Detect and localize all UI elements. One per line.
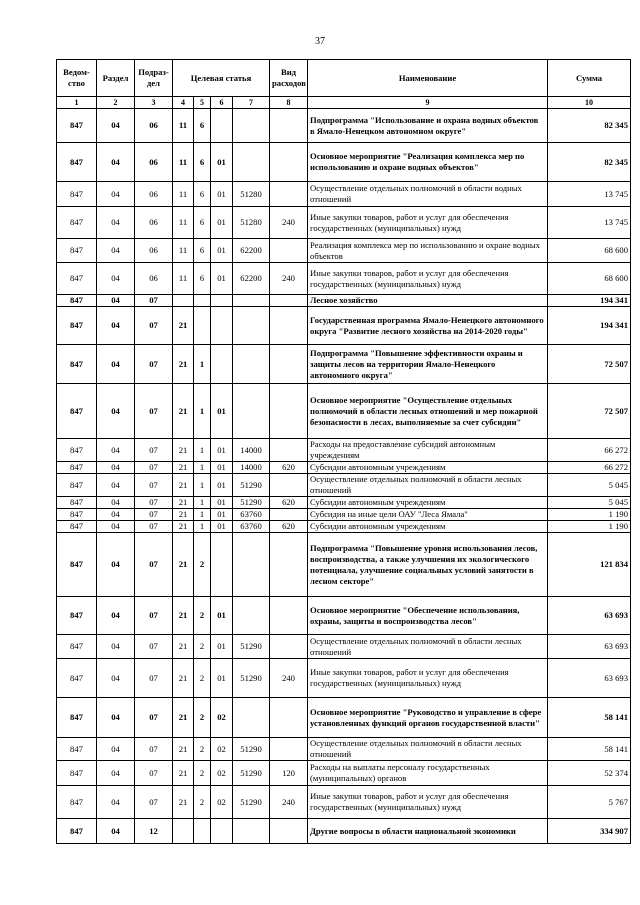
name-cell: Основное мероприятие "Руководство и управление в сфере установленных функций органов государственной власти" <box>308 698 548 738</box>
table-row <box>57 761 631 786</box>
target-code-program-cell: 21 <box>173 533 194 597</box>
razdel-cell: 04 <box>97 497 135 509</box>
table-row <box>57 497 631 509</box>
table-row <box>57 109 631 143</box>
sum-cell: 334 907 <box>548 819 631 844</box>
target-code-subprogram-cell: 2 <box>194 698 211 738</box>
podrazdel-cell: 06 <box>135 109 173 143</box>
razdel-cell: 04 <box>97 761 135 786</box>
target-code-subprogram-cell: 2 <box>194 597 211 635</box>
name-cell: Осуществление отдельных полномочий в области лесных отношений <box>308 635 548 659</box>
sum-cell: 194 341 <box>548 307 631 345</box>
table-row <box>57 474 631 497</box>
target-code-activity-cell: 01 <box>211 521 233 533</box>
podrazdel-cell: 06 <box>135 263 173 295</box>
column-number: 10 <box>548 97 631 109</box>
name-cell: Субсидии автономным учреждениям <box>308 462 548 474</box>
column-number: 6 <box>211 97 233 109</box>
razdel-cell: 04 <box>97 698 135 738</box>
table-row <box>57 263 631 295</box>
name-cell: Расходы на предоставление субсидий автономным учреждениям <box>308 439 548 462</box>
podrazdel-cell: 07 <box>135 659 173 698</box>
target-code-direction-cell <box>233 384 270 439</box>
target-code-program-cell: 21 <box>173 462 194 474</box>
expense-type-cell <box>270 345 308 384</box>
column-number: 1 <box>57 97 97 109</box>
target-code-subprogram-cell: 2 <box>194 635 211 659</box>
sum-cell: 63 693 <box>548 597 631 635</box>
target-code-direction-cell: 51280 <box>233 182 270 207</box>
target-code-activity-cell: 02 <box>211 738 233 761</box>
target-code-subprogram-cell: 2 <box>194 738 211 761</box>
expense-type-cell: 240 <box>270 659 308 698</box>
expense-type-cell <box>270 239 308 263</box>
target-code-program-cell: 21 <box>173 439 194 462</box>
target-code-program-cell: 21 <box>173 659 194 698</box>
target-code-direction-cell: 63760 <box>233 521 270 533</box>
target-code-subprogram-cell <box>194 307 211 345</box>
target-code-direction-cell: 51290 <box>233 474 270 497</box>
expense-type-cell <box>270 635 308 659</box>
podrazdel-cell: 07 <box>135 439 173 462</box>
target-code-subprogram-cell: 6 <box>194 263 211 295</box>
name-cell: Другие вопросы в области национальной экономики <box>308 819 548 844</box>
target-code-program-cell: 21 <box>173 698 194 738</box>
vedomstvo-cell: 847 <box>57 786 97 819</box>
target-code-direction-cell: 51280 <box>233 207 270 239</box>
razdel-cell: 04 <box>97 474 135 497</box>
table-row <box>57 819 631 844</box>
expense-type-cell <box>270 143 308 182</box>
header-podrazdel: Подраз-дел <box>135 60 173 97</box>
razdel-cell: 04 <box>97 533 135 597</box>
sum-cell: 5 767 <box>548 786 631 819</box>
expense-type-cell: 620 <box>270 497 308 509</box>
target-code-subprogram-cell: 6 <box>194 239 211 263</box>
podrazdel-cell: 07 <box>135 786 173 819</box>
target-code-activity-cell <box>211 819 233 844</box>
column-number: 9 <box>308 97 548 109</box>
name-cell: Осуществление отдельных полномочий в области лесных отношений <box>308 738 548 761</box>
podrazdel-cell: 06 <box>135 182 173 207</box>
target-code-program-cell: 21 <box>173 384 194 439</box>
target-code-direction-cell: 51290 <box>233 786 270 819</box>
sum-cell: 68 600 <box>548 263 631 295</box>
podrazdel-cell: 06 <box>135 143 173 182</box>
header-razdel: Раздел <box>97 60 135 97</box>
target-code-subprogram-cell <box>194 295 211 307</box>
target-code-direction-cell: 51290 <box>233 659 270 698</box>
podrazdel-cell: 06 <box>135 239 173 263</box>
column-number: 7 <box>233 97 270 109</box>
vedomstvo-cell: 847 <box>57 659 97 698</box>
sum-cell: 52 374 <box>548 761 631 786</box>
name-cell: Расходы на выплаты персоналу государственных (муниципальных) органов <box>308 761 548 786</box>
table-row <box>57 439 631 462</box>
target-code-program-cell: 11 <box>173 263 194 295</box>
razdel-cell: 04 <box>97 738 135 761</box>
table-row <box>57 345 631 384</box>
name-cell: Субсидия на иные цели ОАУ "Леса Ямала" <box>308 509 548 521</box>
target-code-direction-cell: 62200 <box>233 239 270 263</box>
header-vedomstvo: Ведом-ство <box>57 60 97 97</box>
name-cell: Основное мероприятие "Реализация комплекса мер по использованию и охране водных объектов" <box>308 143 548 182</box>
sum-cell: 13 745 <box>548 207 631 239</box>
podrazdel-cell: 07 <box>135 533 173 597</box>
razdel-cell: 04 <box>97 819 135 844</box>
name-cell: Основное мероприятие "Осуществление отдельных полномочий в области лесных отношений и мер пожарной безопасности в лесах, выполняемые за счет субсидии" <box>308 384 548 439</box>
target-code-subprogram-cell: 6 <box>194 109 211 143</box>
vedomstvo-cell: 847 <box>57 295 97 307</box>
target-code-program-cell: 11 <box>173 109 194 143</box>
target-code-program-cell: 11 <box>173 239 194 263</box>
expense-type-cell <box>270 474 308 497</box>
vedomstvo-cell: 847 <box>57 143 97 182</box>
target-code-program-cell: 21 <box>173 635 194 659</box>
vedomstvo-cell: 847 <box>57 738 97 761</box>
target-code-activity-cell: 01 <box>211 474 233 497</box>
podrazdel-cell: 07 <box>135 462 173 474</box>
target-code-activity-cell: 01 <box>211 439 233 462</box>
razdel-cell: 04 <box>97 521 135 533</box>
sum-cell: 58 141 <box>548 738 631 761</box>
target-code-activity-cell: 01 <box>211 462 233 474</box>
razdel-cell: 04 <box>97 786 135 819</box>
table-row <box>57 295 631 307</box>
table-row <box>57 239 631 263</box>
expense-type-cell: 240 <box>270 263 308 295</box>
target-code-direction-cell <box>233 698 270 738</box>
expense-type-cell <box>270 182 308 207</box>
razdel-cell: 04 <box>97 239 135 263</box>
vedomstvo-cell: 847 <box>57 474 97 497</box>
expense-type-cell <box>270 307 308 345</box>
target-code-activity-cell: 01 <box>211 497 233 509</box>
sum-cell: 58 141 <box>548 698 631 738</box>
expense-type-cell <box>270 439 308 462</box>
target-code-activity-cell: 01 <box>211 509 233 521</box>
expense-type-cell <box>270 819 308 844</box>
target-code-subprogram-cell: 6 <box>194 182 211 207</box>
target-code-program-cell: 11 <box>173 143 194 182</box>
target-code-activity-cell <box>211 295 233 307</box>
target-code-direction-cell: 63760 <box>233 509 270 521</box>
target-code-subprogram-cell: 2 <box>194 761 211 786</box>
header-tselevaya-statya: Целевая статья <box>173 60 270 97</box>
expense-type-cell <box>270 533 308 597</box>
target-code-activity-cell: 02 <box>211 698 233 738</box>
razdel-cell: 04 <box>97 462 135 474</box>
podrazdel-cell: 07 <box>135 509 173 521</box>
vedomstvo-cell: 847 <box>57 345 97 384</box>
column-number: 3 <box>135 97 173 109</box>
table-row <box>57 509 631 521</box>
sum-cell: 1 190 <box>548 521 631 533</box>
target-code-subprogram-cell: 1 <box>194 345 211 384</box>
podrazdel-cell: 07 <box>135 345 173 384</box>
expense-type-cell <box>270 597 308 635</box>
name-cell: Реализация комплекса мер по использованию и охране водных объектов <box>308 239 548 263</box>
sum-cell: 82 345 <box>548 109 631 143</box>
podrazdel-cell: 07 <box>135 698 173 738</box>
target-code-subprogram-cell: 6 <box>194 143 211 182</box>
target-code-program-cell: 21 <box>173 521 194 533</box>
target-code-direction-cell <box>233 819 270 844</box>
name-cell: Основное мероприятие "Обеспечение использования, охраны, защиты и воспроизводства лесов" <box>308 597 548 635</box>
target-code-direction-cell: 62200 <box>233 263 270 295</box>
table-row <box>57 635 631 659</box>
table-row <box>57 384 631 439</box>
target-code-direction-cell <box>233 345 270 384</box>
vedomstvo-cell: 847 <box>57 635 97 659</box>
expense-type-cell: 620 <box>270 521 308 533</box>
target-code-direction-cell: 14000 <box>233 462 270 474</box>
vedomstvo-cell: 847 <box>57 521 97 533</box>
podrazdel-cell: 07 <box>135 761 173 786</box>
expense-type-cell: 620 <box>270 462 308 474</box>
target-code-direction-cell <box>233 597 270 635</box>
vedomstvo-cell: 847 <box>57 307 97 345</box>
target-code-program-cell: 21 <box>173 509 194 521</box>
razdel-cell: 04 <box>97 207 135 239</box>
target-code-activity-cell: 01 <box>211 207 233 239</box>
name-cell: Иные закупки товаров, работ и услуг для обеспечения государственных (муниципальных) нужд <box>308 659 548 698</box>
table-row <box>57 307 631 345</box>
expense-type-cell: 240 <box>270 786 308 819</box>
vedomstvo-cell: 847 <box>57 597 97 635</box>
target-code-program-cell: 21 <box>173 345 194 384</box>
sum-cell: 1 190 <box>548 509 631 521</box>
name-cell: Иные закупки товаров, работ и услуг для обеспечения государственных (муниципальных) нужд <box>308 263 548 295</box>
name-cell: Подпрограмма "Повышение эффективности охраны и защиты лесов на территории Ямало-Ненецкого автономного округа" <box>308 345 548 384</box>
expense-type-cell <box>270 698 308 738</box>
header-vid-raskhodov: Вид расходов <box>270 60 308 97</box>
header-summa: Сумма <box>548 60 631 97</box>
razdel-cell: 04 <box>97 295 135 307</box>
table-row <box>57 533 631 597</box>
target-code-subprogram-cell: 6 <box>194 207 211 239</box>
razdel-cell: 04 <box>97 109 135 143</box>
table-row <box>57 659 631 698</box>
target-code-direction-cell: 51290 <box>233 635 270 659</box>
target-code-program-cell: 11 <box>173 207 194 239</box>
name-cell: Осуществление отдельных полномочий в области водных отношений <box>308 182 548 207</box>
vedomstvo-cell: 847 <box>57 384 97 439</box>
target-code-activity-cell: 01 <box>211 239 233 263</box>
sum-cell: 13 745 <box>548 182 631 207</box>
sum-cell: 194 341 <box>548 295 631 307</box>
column-number: 4 <box>173 97 194 109</box>
vedomstvo-cell: 847 <box>57 761 97 786</box>
expense-type-cell: 120 <box>270 761 308 786</box>
table-row <box>57 521 631 533</box>
expense-type-cell <box>270 384 308 439</box>
table-row <box>57 207 631 239</box>
table-row <box>57 698 631 738</box>
name-cell: Иные закупки товаров, работ и услуг для обеспечения государственных (муниципальных) нужд <box>308 786 548 819</box>
name-cell: Подпрограмма "Использование и охрана водных объектов в Ямало-Ненецком автономном округе" <box>308 109 548 143</box>
target-code-direction-cell: 51290 <box>233 497 270 509</box>
podrazdel-cell: 07 <box>135 307 173 345</box>
expense-type-cell <box>270 509 308 521</box>
razdel-cell: 04 <box>97 439 135 462</box>
razdel-cell: 04 <box>97 597 135 635</box>
vedomstvo-cell: 847 <box>57 109 97 143</box>
target-code-direction-cell <box>233 295 270 307</box>
target-code-program-cell <box>173 295 194 307</box>
target-code-activity-cell: 01 <box>211 597 233 635</box>
table-row <box>57 462 631 474</box>
name-cell: Субсидии автономным учреждениям <box>308 521 548 533</box>
target-code-direction-cell: 14000 <box>233 439 270 462</box>
target-code-activity-cell: 01 <box>211 384 233 439</box>
podrazdel-cell: 07 <box>135 597 173 635</box>
name-cell: Лесное хозяйство <box>308 295 548 307</box>
table-body <box>57 109 631 844</box>
target-code-direction-cell: 51290 <box>233 738 270 761</box>
target-code-program-cell: 21 <box>173 474 194 497</box>
sum-cell: 72 507 <box>548 345 631 384</box>
target-code-program-cell: 21 <box>173 738 194 761</box>
table-row <box>57 738 631 761</box>
podrazdel-cell: 07 <box>135 474 173 497</box>
vedomstvo-cell: 847 <box>57 533 97 597</box>
target-code-direction-cell <box>233 109 270 143</box>
sum-cell: 121 834 <box>548 533 631 597</box>
target-code-program-cell: 21 <box>173 786 194 819</box>
target-code-activity-cell <box>211 533 233 597</box>
sum-cell: 63 693 <box>548 659 631 698</box>
column-number: 8 <box>270 97 308 109</box>
razdel-cell: 04 <box>97 635 135 659</box>
header-naimenovanie: Наименование <box>308 60 548 97</box>
page-number: 37 <box>315 36 325 47</box>
target-code-direction-cell <box>233 307 270 345</box>
podrazdel-cell: 07 <box>135 384 173 439</box>
target-code-program-cell: 21 <box>173 307 194 345</box>
header-row <box>57 60 631 97</box>
vedomstvo-cell: 847 <box>57 819 97 844</box>
sum-cell: 5 045 <box>548 497 631 509</box>
name-cell: Подпрограмма "Повышение уровня использования лесов, воспроизводства, а также улучшения их экологического потенциала, улучшение социальных условий занятости в лесном секторе" <box>308 533 548 597</box>
name-cell: Иные закупки товаров, работ и услуг для обеспечения государственных (муниципальных) нужд <box>308 207 548 239</box>
target-code-activity-cell: 01 <box>211 263 233 295</box>
target-code-direction-cell <box>233 533 270 597</box>
target-code-subprogram-cell: 2 <box>194 533 211 597</box>
razdel-cell: 04 <box>97 659 135 698</box>
target-code-subprogram-cell: 1 <box>194 521 211 533</box>
razdel-cell: 04 <box>97 263 135 295</box>
vedomstvo-cell: 847 <box>57 239 97 263</box>
table-row <box>57 182 631 207</box>
name-cell: Субсидии автономным учреждениям <box>308 497 548 509</box>
table-row <box>57 786 631 819</box>
target-code-activity-cell: 01 <box>211 182 233 207</box>
vedomstvo-cell: 847 <box>57 462 97 474</box>
expense-type-cell: 240 <box>270 207 308 239</box>
sum-cell: 66 272 <box>548 462 631 474</box>
budget-table <box>56 59 631 844</box>
target-code-subprogram-cell: 1 <box>194 462 211 474</box>
razdel-cell: 04 <box>97 307 135 345</box>
table-row <box>57 143 631 182</box>
target-code-subprogram-cell: 2 <box>194 659 211 698</box>
column-number: 2 <box>97 97 135 109</box>
target-code-activity-cell: 01 <box>211 659 233 698</box>
target-code-subprogram-cell: 1 <box>194 439 211 462</box>
name-cell: Государственная программа Ямало-Ненецкого автономного округа "Развитие лесного хозяйства на 2014-2020 годы" <box>308 307 548 345</box>
target-code-activity-cell <box>211 307 233 345</box>
target-code-activity-cell <box>211 109 233 143</box>
target-code-direction-cell: 51290 <box>233 761 270 786</box>
target-code-activity-cell <box>211 345 233 384</box>
target-code-direction-cell <box>233 143 270 182</box>
podrazdel-cell: 07 <box>135 521 173 533</box>
podrazdel-cell: 07 <box>135 497 173 509</box>
vedomstvo-cell: 847 <box>57 497 97 509</box>
expense-type-cell <box>270 109 308 143</box>
target-code-activity-cell: 02 <box>211 761 233 786</box>
table-row <box>57 597 631 635</box>
expense-type-cell <box>270 295 308 307</box>
sum-cell: 82 345 <box>548 143 631 182</box>
vedomstvo-cell: 847 <box>57 182 97 207</box>
vedomstvo-cell: 847 <box>57 698 97 738</box>
target-code-subprogram-cell: 2 <box>194 786 211 819</box>
sum-cell: 5 045 <box>548 474 631 497</box>
target-code-program-cell: 21 <box>173 761 194 786</box>
vedomstvo-cell: 847 <box>57 439 97 462</box>
razdel-cell: 04 <box>97 143 135 182</box>
target-code-program-cell <box>173 819 194 844</box>
vedomstvo-cell: 847 <box>57 263 97 295</box>
target-code-activity-cell: 01 <box>211 143 233 182</box>
expense-type-cell <box>270 738 308 761</box>
podrazdel-cell: 07 <box>135 295 173 307</box>
podrazdel-cell: 06 <box>135 207 173 239</box>
column-number: 5 <box>194 97 211 109</box>
target-code-activity-cell: 02 <box>211 786 233 819</box>
column-number-row <box>57 97 631 109</box>
vedomstvo-cell: 847 <box>57 207 97 239</box>
target-code-program-cell: 11 <box>173 182 194 207</box>
razdel-cell: 04 <box>97 182 135 207</box>
sum-cell: 63 693 <box>548 635 631 659</box>
podrazdel-cell: 12 <box>135 819 173 844</box>
target-code-program-cell: 21 <box>173 597 194 635</box>
target-code-subprogram-cell: 1 <box>194 384 211 439</box>
target-code-subprogram-cell: 1 <box>194 497 211 509</box>
target-code-activity-cell: 01 <box>211 635 233 659</box>
target-code-subprogram-cell <box>194 819 211 844</box>
target-code-subprogram-cell: 1 <box>194 474 211 497</box>
target-code-program-cell: 21 <box>173 497 194 509</box>
razdel-cell: 04 <box>97 509 135 521</box>
podrazdel-cell: 07 <box>135 635 173 659</box>
name-cell: Осуществление отдельных полномочий в области лесных отношений <box>308 474 548 497</box>
podrazdel-cell: 07 <box>135 738 173 761</box>
target-code-subprogram-cell: 1 <box>194 509 211 521</box>
sum-cell: 68 600 <box>548 239 631 263</box>
vedomstvo-cell: 847 <box>57 509 97 521</box>
razdel-cell: 04 <box>97 345 135 384</box>
sum-cell: 72 507 <box>548 384 631 439</box>
razdel-cell: 04 <box>97 384 135 439</box>
sum-cell: 66 272 <box>548 439 631 462</box>
